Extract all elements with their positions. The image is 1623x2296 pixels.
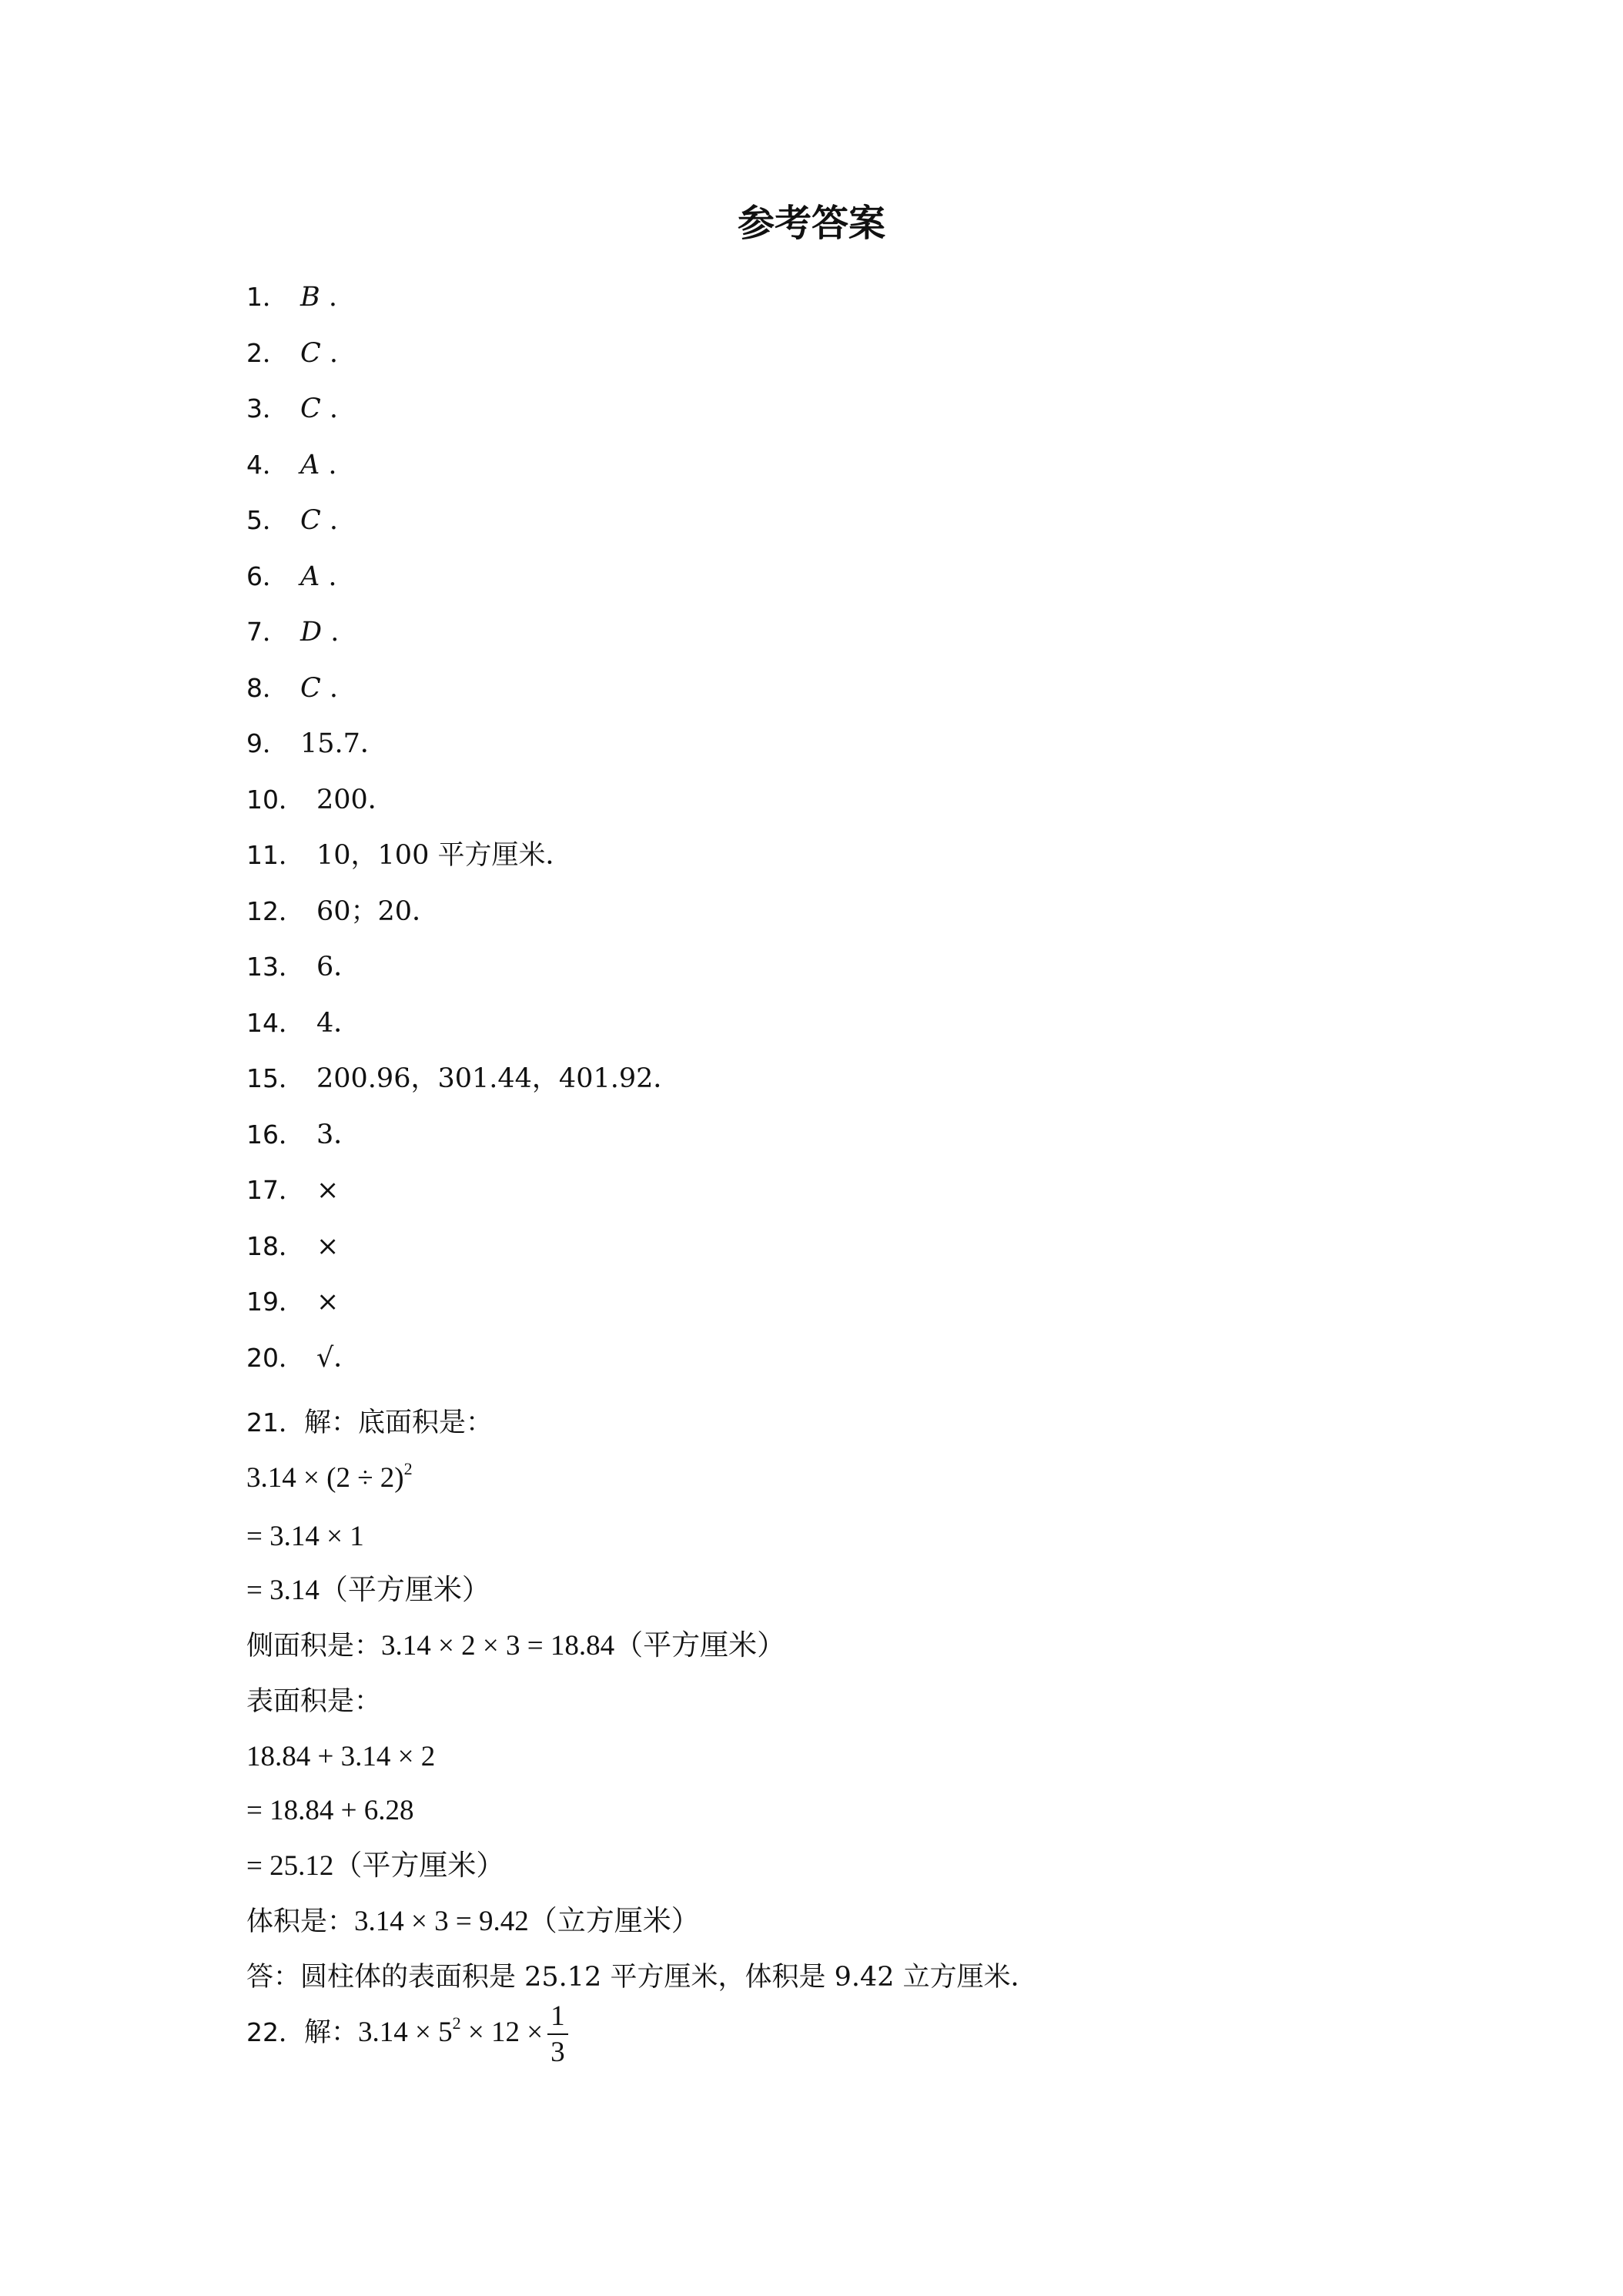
q21-lateral-line: [246, 1623, 785, 1669]
q21-number: 21．: [246, 1407, 304, 1438]
q21-lateral-label: 侧面积是：: [246, 1631, 382, 1662]
answer-number: 4．: [246, 450, 288, 480]
q21-lateral-expr: 3.14 × 2 × 3 = 18.84（平方厘米）: [381, 1630, 786, 1662]
answer-value: 6．: [316, 952, 361, 982]
answer-value: ×: [316, 1175, 340, 1206]
answer-period: .: [320, 393, 339, 424]
answer-row: [246, 609, 339, 655]
q22-fraction: [547, 2002, 568, 2067]
answer-number: 12．: [246, 896, 304, 926]
q22-fraction-denominator: 3: [550, 2036, 565, 2068]
page-title: 参考答案: [737, 202, 885, 245]
answer-period: .: [320, 450, 337, 480]
answer-number: 13．: [246, 952, 304, 982]
answer-value: C: [300, 393, 321, 424]
answer-number: 1．: [246, 282, 288, 312]
answer-value: 200.96，301.44，401.92．: [316, 1063, 681, 1094]
answer-row: [246, 777, 395, 823]
answer-value: 15.7．: [300, 728, 387, 759]
answer-number: 14．: [246, 1008, 304, 1038]
q21-expr1: [246, 1455, 413, 1501]
q21-answer: 答：圆柱体的表面积是 25.12 平方厘米，体积是 9.42 立方厘米．: [246, 1962, 1038, 1993]
answer-value: A: [300, 561, 320, 592]
answer-row: [246, 554, 337, 600]
answer-number: 2．: [246, 338, 288, 368]
answer-period: .: [320, 505, 339, 536]
answer-number: 19．: [246, 1287, 304, 1317]
q21-surface-step1: 18.84 + 3.14 × 2: [246, 1741, 436, 1772]
answer-period: .: [322, 617, 340, 648]
answer-number: 3．: [246, 393, 288, 423]
answer-row: [246, 832, 572, 879]
answer-row: [246, 665, 338, 711]
answer-number: 20．: [246, 1343, 304, 1373]
answer-row: [246, 386, 338, 432]
q21-surface-label: 表面积是：: [246, 1686, 382, 1717]
q21-expr1-base: 3.14 × (2 ÷ 2): [246, 1462, 404, 1494]
q22-fraction-numerator: 1: [547, 2002, 568, 2035]
answer-value: ×: [316, 1287, 340, 1317]
answer-row: [246, 1112, 360, 1158]
answer-row: [246, 889, 439, 935]
answer-value: 60；20．: [316, 896, 440, 927]
answer-number: 5．: [246, 505, 288, 535]
q21-volume-expr: 3.14 × 3 = 9.42（立方厘米）: [354, 1906, 700, 1937]
answer-row: [246, 1279, 339, 1325]
answer-number: 11．: [246, 840, 304, 870]
answer-value: B: [300, 282, 320, 313]
answer-number: 16．: [246, 1120, 304, 1150]
answer-value: C: [300, 505, 321, 536]
q21-step1: = 3.14 × 1: [246, 1521, 364, 1552]
q22-expr-a: 3.14 × 5: [358, 2017, 453, 2048]
answer-period: .: [320, 282, 337, 313]
answer-row: [246, 1167, 339, 1213]
answer-value: 200．: [316, 785, 395, 815]
answer-value: C: [300, 338, 321, 369]
answer-number: 7．: [246, 617, 288, 647]
answer-row: [246, 1000, 360, 1046]
q21-step2: = 3.14（平方厘米）: [246, 1575, 490, 1606]
answer-row: [246, 721, 387, 767]
answer-value: A: [300, 450, 320, 480]
answer-period: .: [320, 561, 337, 592]
answer-number: 6．: [246, 561, 288, 591]
answer-row: [246, 1056, 680, 1102]
answer-row: [246, 330, 338, 377]
q22-number: 22．: [246, 2017, 304, 2047]
q21-expr1-exponent: 2: [403, 1459, 413, 1478]
q21-intro: 解：底面积是：: [304, 1407, 494, 1438]
answer-row: [246, 274, 337, 320]
answer-number: 8．: [246, 673, 288, 703]
answer-row: [246, 944, 360, 990]
answer-value: ×: [316, 1231, 340, 1262]
answer-number: 15．: [246, 1063, 304, 1093]
q21-surface-step3: = 25.12（平方厘米）: [246, 1850, 505, 1882]
q22-line: [246, 1994, 568, 2071]
answer-period: .: [320, 673, 339, 704]
answer-number: 18．: [246, 1231, 304, 1261]
q22-expr-b: × 12 ×: [460, 2017, 544, 2048]
answer-number: 10．: [246, 785, 304, 815]
answer-number: 9．: [246, 728, 288, 758]
answer-row: [246, 442, 337, 488]
answer-value: C: [300, 673, 321, 704]
answer-period: .: [320, 338, 339, 369]
answer-value: √．: [316, 1343, 361, 1374]
q22-exponent: 2: [452, 2013, 461, 2033]
q21-intro-line: [246, 1400, 493, 1446]
answer-value: 4．: [316, 1008, 361, 1039]
q21-volume-label: 体积是：: [246, 1906, 355, 1937]
answer-row: [246, 497, 338, 544]
q21-surface-step2: = 18.84 + 6.28: [246, 1795, 414, 1826]
answer-value: 3．: [316, 1120, 361, 1150]
answer-number: 17．: [246, 1175, 304, 1205]
answer-row: [246, 1335, 360, 1381]
answer-value: 10，100 平方厘米．: [316, 840, 573, 871]
answer-row: [246, 1223, 339, 1270]
q21-volume-line: [246, 1899, 700, 1945]
q22-intro: 解：: [304, 2017, 359, 2048]
answer-value: D: [300, 617, 323, 648]
